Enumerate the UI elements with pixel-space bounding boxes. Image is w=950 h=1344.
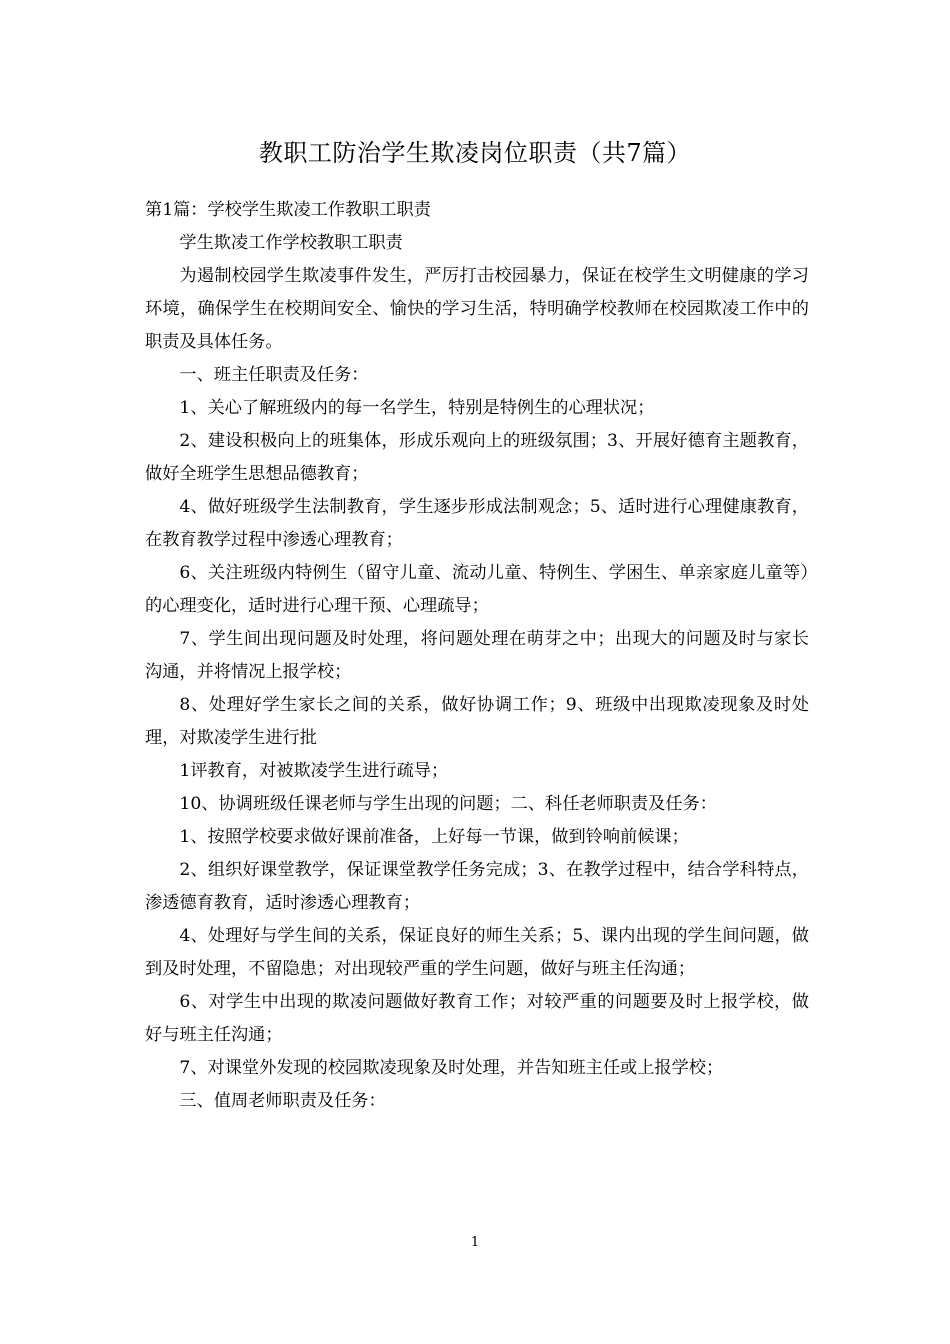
paragraph: 6、关注班级内特例生（留守儿童、流动儿童、特例生、学困生、单亲家庭儿童等）的心理变化，适时进行心理干预、心理疏导；: [145, 563, 809, 616]
paragraph: 2、建设积极向上的班集体，形成乐观向上的班级氛围；3、开展好德育主题教育，做好全班学生思想品德教育；: [145, 431, 809, 484]
document-body: [145, 194, 809, 1118]
paragraph: 10、协调班级任课老师与学生出现的问题；二、科任老师职责及任务：: [179, 794, 717, 814]
paragraph: 6、对学生中出现的欺凌问题做好教育工作；对较严重的问题要及时上报学校，做好与班主任沟通；: [145, 992, 809, 1045]
paragraph: 为遏制校园学生欺凌事件发生，严厉打击校园暴力，保证在校学生文明健康的学习环境，确保学生在校期间安全、愉快的学习生活，特明确学校教师在校园欺凌工作中的职责及具体任务。: [145, 266, 809, 352]
paragraph: 7、对课堂外发现的校园欺凌现象及时处理，并告知班主任或上报学校；: [179, 1058, 724, 1078]
paragraph: 7、学生间出现问题及时处理，将问题处理在萌芽之中；出现大的问题及时与家长沟通，并将情况上报学校；: [145, 629, 809, 682]
paragraph: 1、按照学校要求做好课前准备，上好每一节课，做到铃响前候课；: [179, 827, 689, 847]
section-heading: 第1篇：学校学生欺凌工作教职工职责: [145, 200, 431, 220]
paragraph: 一、班主任职责及任务：: [179, 365, 369, 385]
paragraph: 1评教育，对被欺凌学生进行疏导；: [179, 761, 449, 781]
paragraph: 三、值周老师职责及任务：: [179, 1091, 386, 1111]
paragraph: 2、组织好课堂教学，保证课堂教学任务完成；3、在教学过程中，结合学科特点，渗透德育教育，适时渗透心理教育；: [145, 860, 809, 913]
document-title: 教职工防治学生欺凌岗位职责（共7篇）: [258, 139, 692, 167]
paragraph: 学生欺凌工作学校教职工职责: [179, 233, 403, 253]
paragraph: 4、做好班级学生法制教育，学生逐步形成法制观念；5、适时进行心理健康教育，在教育教学过程中渗透心理教育；: [145, 497, 809, 550]
paragraph: 1、关心了解班级内的每一名学生，特别是特例生的心理状况；: [179, 398, 655, 418]
paragraph: 8、处理好学生家长之间的关系，做好协调工作；9、班级中出现欺凌现象及时处理，对欺凌学生进行批: [145, 695, 809, 748]
paragraph: 4、处理好与学生间的关系，保证良好的师生关系；5、课内出现的学生间问题，做到及时处理，不留隐患；对出现较严重的学生问题，做好与班主任沟通；: [145, 926, 809, 979]
page-number: 1: [470, 1235, 480, 1250]
